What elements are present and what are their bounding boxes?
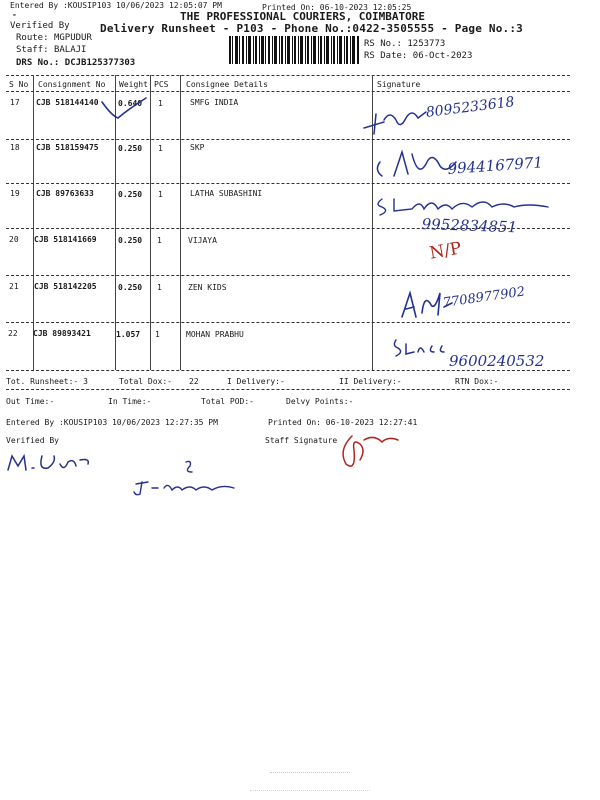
col-header-weight: Weight: [119, 80, 148, 89]
entered-by-line: Entered By :KOUSIP103 10/06/2023 12:05:07 PM: [10, 1, 222, 10]
tot-runsheet: Tot. Runsheet:- 3: [6, 377, 88, 386]
rs-no-value: 1253773: [407, 39, 446, 49]
row-consignee: SMFG INDIA: [190, 98, 239, 107]
signature-row-22: [392, 334, 452, 358]
row-consignee: SKP: [190, 143, 205, 152]
row-weight: 1.057: [116, 330, 141, 339]
staff-field: [16, 45, 86, 55]
out-time: Out Time:-: [6, 397, 55, 406]
col-header-consignee: Consignee Details: [186, 80, 268, 89]
row-weight: 0.250: [118, 190, 143, 199]
rs-date-label: RS Date:: [364, 51, 408, 61]
staff-label: Staff:: [16, 45, 49, 55]
row-weight: 0.250: [118, 236, 143, 245]
row-pcs: 1: [157, 283, 162, 292]
staff-value: BALAJI: [53, 45, 87, 55]
sig-np-20: N/P: [428, 238, 464, 264]
bullet-mark: -: [12, 10, 17, 19]
drs-label: DRS No.:: [16, 58, 60, 68]
staff-signature-mark: [330, 430, 400, 476]
sig-phone-18: 9944167971: [447, 153, 544, 178]
sig-phone-22: 9600240532: [449, 352, 545, 370]
row-consignee: LATHA SUBASHINI: [190, 189, 263, 198]
drs-field: [16, 58, 135, 68]
footer-staff-signature: Staff Signature: [265, 436, 338, 445]
row-consignee: ZEN KIDS: [188, 283, 227, 292]
row-sno: 18: [10, 143, 20, 152]
sig-phone-21: 7708977902: [442, 284, 527, 311]
col-divider: [180, 75, 181, 370]
row-rule: [6, 322, 570, 323]
row-consignment: CJB 89763633: [36, 189, 94, 198]
printed-on-line: Printed On: 06-10-2023 12:05:25: [262, 3, 412, 12]
delvy-points: Delvy Points:-: [286, 397, 354, 406]
row-pcs: 1: [158, 144, 163, 153]
table-bottom-rule: [6, 370, 570, 371]
footer-printed-on: Printed On: 06-10-2023 12:27:41: [268, 418, 418, 427]
verified-by-label: Verified By: [10, 21, 70, 31]
row-consignee: MOHAN PRABHU: [186, 330, 244, 339]
drs-value: DCJB125377303: [64, 58, 136, 68]
row-sno: 22: [8, 329, 18, 338]
scan-mark: [270, 772, 350, 776]
sig-phone-17: 8095233618: [425, 94, 516, 121]
scan-mark: [250, 790, 370, 794]
i-delivery: I Delivery:-: [227, 377, 285, 386]
row-weight: 0.640: [118, 99, 143, 108]
ii-delivery: II Delivery:-: [339, 377, 402, 386]
row-consignment: CJB 518159475: [36, 143, 99, 152]
route-value: MGPUDUR: [53, 33, 92, 43]
second-signature: [130, 458, 240, 498]
row-sno: 20: [9, 235, 19, 244]
row-sno: 21: [9, 282, 19, 291]
row-sno: 19: [10, 189, 20, 198]
table-header-rule: [6, 91, 570, 92]
col-divider: [33, 75, 34, 370]
footer-verified-by: Verified By: [6, 436, 59, 445]
row-consignment: CJB 518142205: [34, 282, 97, 291]
sig-phone-19: 9952834851: [421, 215, 518, 237]
summary-rule: [6, 389, 570, 390]
table-top-rule: [6, 75, 570, 76]
row-pcs: 1: [158, 190, 163, 199]
barcode: [229, 36, 360, 64]
signature-row-19: [372, 193, 552, 219]
rs-date-value: 06-Oct-2023: [412, 51, 473, 61]
row-pcs: 1: [157, 236, 162, 245]
rs-no-field: [364, 39, 445, 49]
row-rule: [6, 275, 570, 276]
route-field: [16, 33, 92, 43]
rtn-dox: RTN Dox:-: [455, 377, 499, 386]
total-dox-label: Total Dox:-: [119, 377, 172, 386]
footer-entered-by: Entered By :KOUSIP103 10/06/2023 12:27:35 PM: [6, 418, 218, 427]
row-pcs: 1: [158, 99, 163, 108]
row-consignee: VIJAYA: [188, 236, 217, 245]
col-header-consignment: Consignment No: [38, 80, 106, 89]
handwritten-checkmark: [100, 96, 150, 122]
row-sno: 17: [10, 98, 20, 107]
row-consignment: CJB 518141669: [34, 235, 97, 244]
total-pod: Total POD:-: [201, 397, 254, 406]
rs-date-field: [364, 51, 472, 61]
row-weight: 0.250: [118, 144, 143, 153]
col-header-sno: S No: [9, 80, 29, 89]
verified-by-signature: [4, 450, 94, 476]
row-consignment: CJB 518144140: [36, 98, 99, 107]
runsheet-title: Delivery Runsheet - P103 - Phone No.:0422-3505555 - Page No.:3: [100, 22, 523, 35]
col-divider: [150, 75, 151, 370]
rs-no-label: RS No.:: [364, 39, 402, 49]
in-time: In Time:-: [108, 397, 152, 406]
row-rule: [6, 183, 570, 184]
row-consignment: CJB 89893421: [33, 329, 91, 338]
route-label: Route:: [16, 33, 49, 43]
col-header-signature: Signature: [377, 80, 421, 89]
row-weight: 0.250: [118, 283, 143, 292]
company-name: THE PROFESSIONAL COURIERS, COIMBATORE: [180, 10, 426, 23]
row-rule: [6, 139, 570, 140]
total-dox-value: 22: [189, 377, 199, 386]
row-pcs: 1: [155, 330, 160, 339]
col-header-pcs: PCS: [154, 80, 169, 89]
